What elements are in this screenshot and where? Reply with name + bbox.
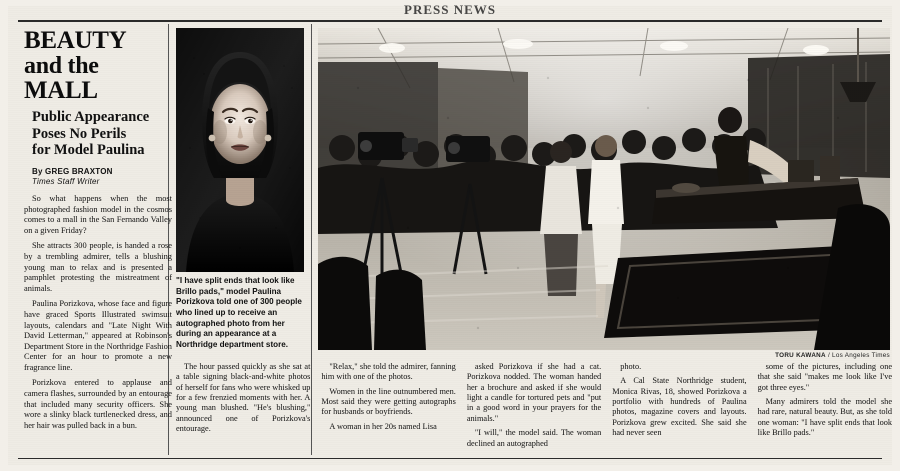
bottom-column-5 — [758, 362, 892, 453]
bottom-column-1 — [176, 362, 310, 453]
subheadline-line-2: Poses No Perils — [32, 125, 127, 142]
paragraph: "I will," the model said. The woman declined an autographed — [466, 428, 602, 448]
byline — [32, 167, 172, 187]
event-scene-illustration — [318, 28, 890, 350]
article-body-left — [24, 194, 172, 431]
paragraph: So what happens when the most photographed fashion model in the cosmos comes to a mall in the San Fernando Valley on a given Friday? — [24, 194, 172, 235]
paragraph: A woman in her 20s named Lisa — [329, 421, 437, 431]
subheadline-line-1: Public Appearance — [32, 109, 150, 126]
photo-credit-name: TORU KAWANA — [775, 352, 826, 359]
portrait-photo — [176, 28, 304, 272]
top-rule — [18, 20, 882, 22]
paragraph: Porizkova entered to applause and camera flashes, surrounded by an entourage that included many security officers. She wore a slinky black turtlenecked dress, and her hair was pulled back in a bun. — [24, 378, 172, 430]
subheadline-line-3: for Model Paulina — [32, 141, 145, 158]
headline-line-3: MALL — [24, 76, 98, 104]
byline-role: Times Staff Writer — [32, 177, 100, 187]
photo-credit-source: / Los Angeles Times — [827, 352, 890, 359]
paragraph: Women in the line outnumbered men. Most said they were getting autographs for husbands or boyfriends. — [321, 386, 456, 417]
photo-caption-quote: "I have split ends that look like Brillo pads," model Paulina Porizkova told one of 300 people who lined up to receive an autographed photo from her during an appearance at a Northridge department store. — [176, 276, 302, 350]
paragraph: Paulina Porizkova, whose face and figure have graced Sports Illustrated swimsuit layouts, calendars and "Late Night With David Letterman," appeared at Robinson's Department Store in the Northridge Fashion Center for an hour to promote a new fragrance line. — [24, 299, 172, 372]
paragraph: She attracts 300 people, is handed a rose by a trembling admirer, tells a blushing young man to relax and is presented a pamphlet protesting the mistreatment of animals. — [24, 241, 172, 293]
newspaper-sheet — [8, 2, 893, 465]
paragraph: asked Porizkova if she had a cat. Porizkova nodded. The woman handed her a brochure and asked if she would light a candle for tortured pets and "put in a good word in your prayers for the animals." — [466, 362, 602, 423]
masthead-title: PRESS NEWS — [404, 2, 496, 17]
bottom-rule — [18, 458, 882, 459]
byline-author: By GREG BRAXTON — [32, 167, 113, 177]
page-title — [24, 28, 172, 103]
photo-credit — [318, 352, 890, 359]
bottom-column-3 — [467, 362, 601, 453]
main-photo — [318, 28, 890, 350]
left-column — [24, 28, 172, 436]
bottom-column-4 — [612, 362, 746, 453]
paragraph: The hour passed quickly as she sat at a table signing black-and-white photos of herself for fans who were whisked up for a few frenzied moments with her. A young man blushed. "He's blushing," announced one of Porizkova's entourage. — [176, 362, 311, 434]
headline-line-2: and the — [24, 52, 99, 79]
paragraph: some of the pictures, including one that she said "makes me look like I've got three eyes." — [757, 362, 893, 392]
bottom-column-2 — [321, 362, 455, 453]
paragraph: "Relax," she told the admirer, fanning him with one of the photos. — [321, 362, 456, 382]
subheadline — [32, 109, 172, 158]
paragraph: A Cal State Northridge student, Monica Rivas, 18, showed Porizkova a portfolio with hundreds of Paulina photos, magazine covers and layouts. Porizkova grew excited. She said she had never seen — [612, 376, 747, 438]
portrait-illustration — [176, 28, 304, 272]
paragraph: Many admirers told the model she had rare, natural beauty. But, as she told one woman: "I have split ends that look like Brillo pads." — [757, 397, 893, 438]
article-body-bottom — [176, 362, 892, 453]
paragraph: photo. — [620, 362, 642, 371]
headline-line-1: BEAUTY — [24, 27, 127, 54]
